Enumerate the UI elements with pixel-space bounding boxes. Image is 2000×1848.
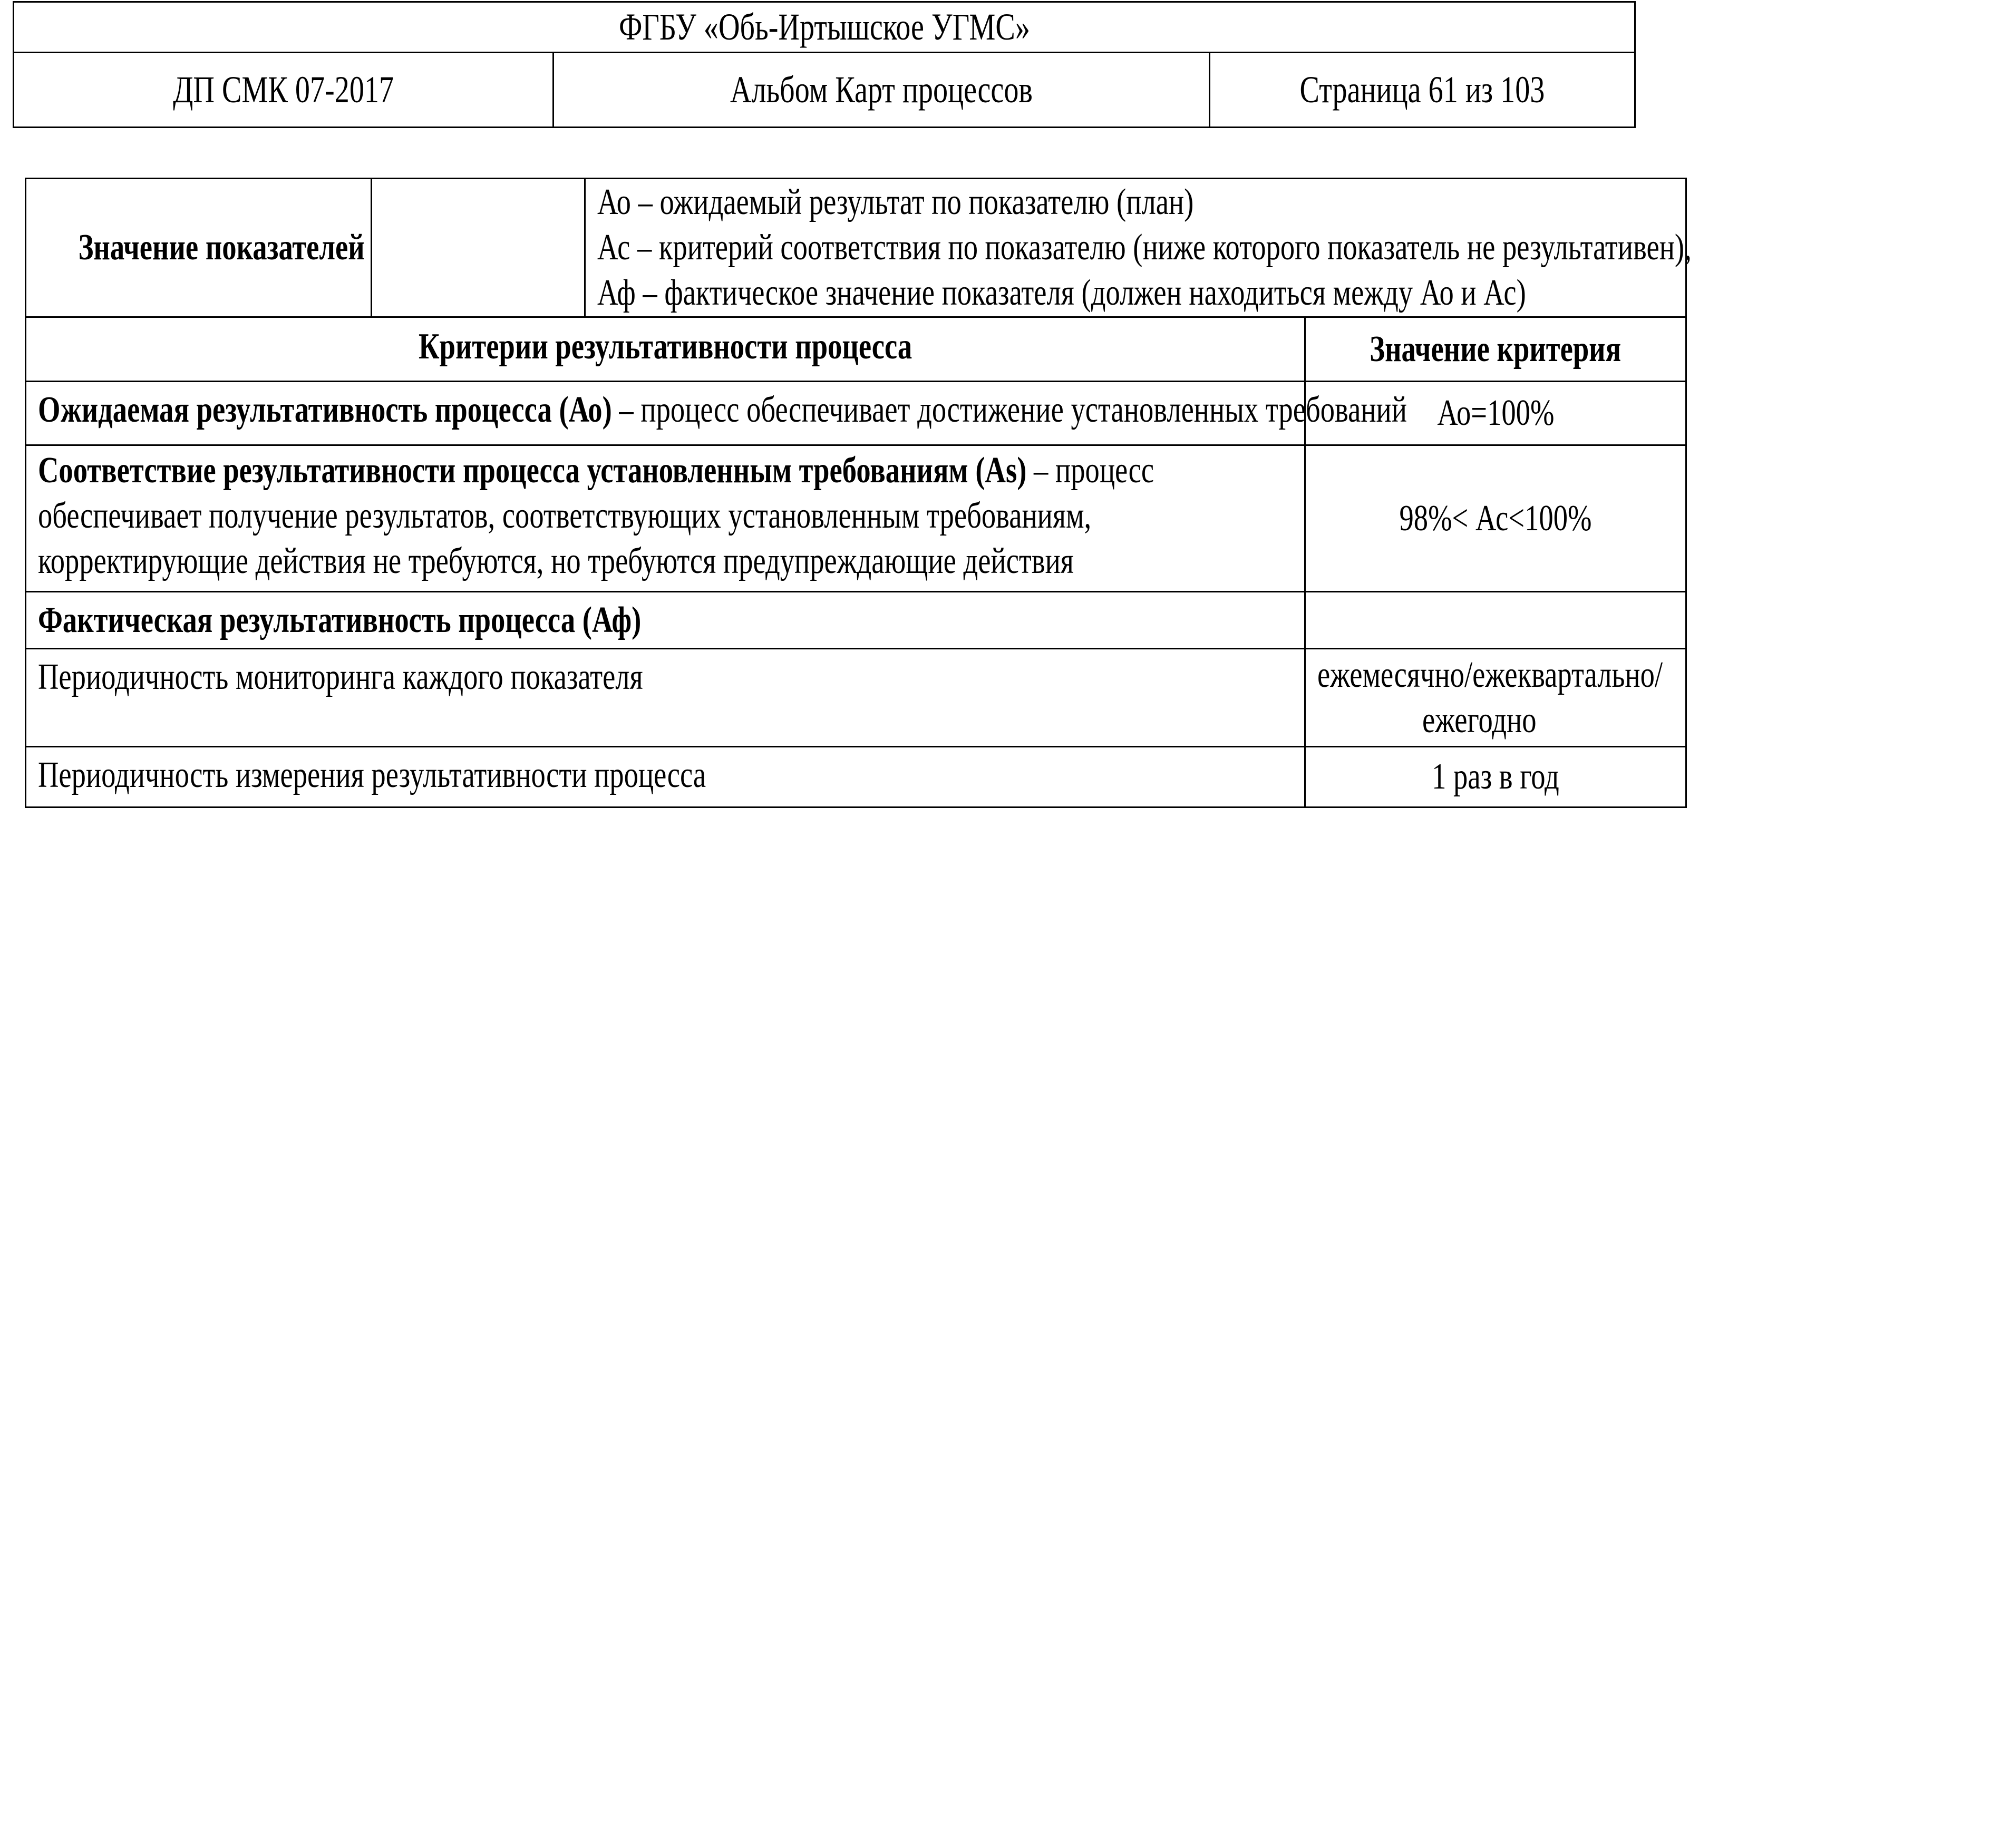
criteria-header-cell bbox=[26, 317, 1305, 382]
measurement-frequency-cell bbox=[26, 747, 1305, 808]
criterion-actual-value-cell bbox=[1305, 592, 1686, 649]
monitoring-frequency-cell bbox=[26, 649, 1305, 747]
criterion-compliance-value-cell bbox=[1305, 445, 1686, 592]
criterion-expected-text: – процесс обеспечивает достижение установленных требований bbox=[611, 390, 1407, 430]
indicators-label: Значение показателей bbox=[78, 227, 365, 268]
criteria-value-header-cell bbox=[1305, 317, 1686, 382]
table-row bbox=[26, 747, 1686, 808]
measurement-frequency-value: 1 раз в год bbox=[1432, 756, 1559, 797]
definition-compliance: Ас – критерий соответствия по показателю (ниже которого показатель не результативен), bbox=[597, 227, 1692, 268]
indicators-definitions-cell bbox=[585, 179, 1692, 317]
criterion-expected-value: Ао=100% bbox=[1436, 393, 1555, 433]
monitoring-frequency-value-cell bbox=[1305, 649, 1686, 747]
monitoring-frequency-value-line1: ежемесячно/ежеквартально/ bbox=[1317, 654, 1663, 695]
criterion-compliance-text: – процесс обеспечивает получение результатов, соответствующих установленным требованиям, корректирующие действия не требуются, но требуются предупреждающие действия bbox=[38, 450, 1154, 581]
table-row bbox=[26, 382, 1686, 445]
page-info: Страница 61 из 103 bbox=[1299, 69, 1545, 111]
criterion-compliance-title: Соответствие результативности процесса установленным требованиям (As) bbox=[38, 450, 1027, 491]
criteria-table bbox=[25, 178, 1692, 808]
criteria-header-row bbox=[26, 317, 1686, 382]
definition-planned: Ао – ожидаемый результат по показателю (план) bbox=[597, 182, 1194, 222]
table-row bbox=[26, 649, 1686, 747]
criterion-expected-cell bbox=[26, 382, 1407, 445]
document-title-cell bbox=[554, 53, 1210, 128]
criteria-header: Критерии результативности процесса bbox=[418, 326, 912, 367]
criteria-value-header: Значение критерия bbox=[1370, 328, 1622, 369]
indicators-label-cell bbox=[26, 179, 372, 317]
definition-actual: Аф – фактическое значение показателя (должен находиться между Ао и Ас) bbox=[597, 273, 1526, 313]
criterion-compliance-value: 98%< Ас<100% bbox=[1399, 498, 1592, 539]
document-header bbox=[13, 1, 1636, 128]
criterion-expected-title: Ожидаемая результативность процесса (Ао) bbox=[38, 390, 612, 430]
criterion-actual-title: Фактическая результативность процесса (Аф) bbox=[38, 599, 642, 640]
table-row bbox=[26, 592, 1686, 649]
organization-name: ФГБУ «Обь-Иртышское УГМС» bbox=[618, 6, 1030, 48]
measurement-frequency-label: Периодичность измерения результативности процесса bbox=[38, 755, 706, 795]
criterion-actual-cell bbox=[26, 592, 1305, 649]
criterion-compliance-cell bbox=[26, 445, 1305, 592]
organization-cell bbox=[14, 2, 1635, 53]
measurement-frequency-value-cell bbox=[1305, 747, 1686, 808]
page-info-cell bbox=[1210, 53, 1635, 128]
document-title: Альбом Карт процессов bbox=[730, 69, 1033, 111]
document-code: ДП СМК 07-2017 bbox=[173, 69, 394, 111]
table-row bbox=[26, 445, 1686, 592]
indicators-empty-cell bbox=[372, 179, 585, 317]
indicators-row bbox=[26, 179, 1686, 317]
monitoring-frequency-value-line2: ежегодно bbox=[1422, 699, 1537, 741]
monitoring-frequency-label: Периодичность мониторинга каждого показателя bbox=[38, 657, 643, 697]
document-code-cell bbox=[14, 53, 554, 128]
